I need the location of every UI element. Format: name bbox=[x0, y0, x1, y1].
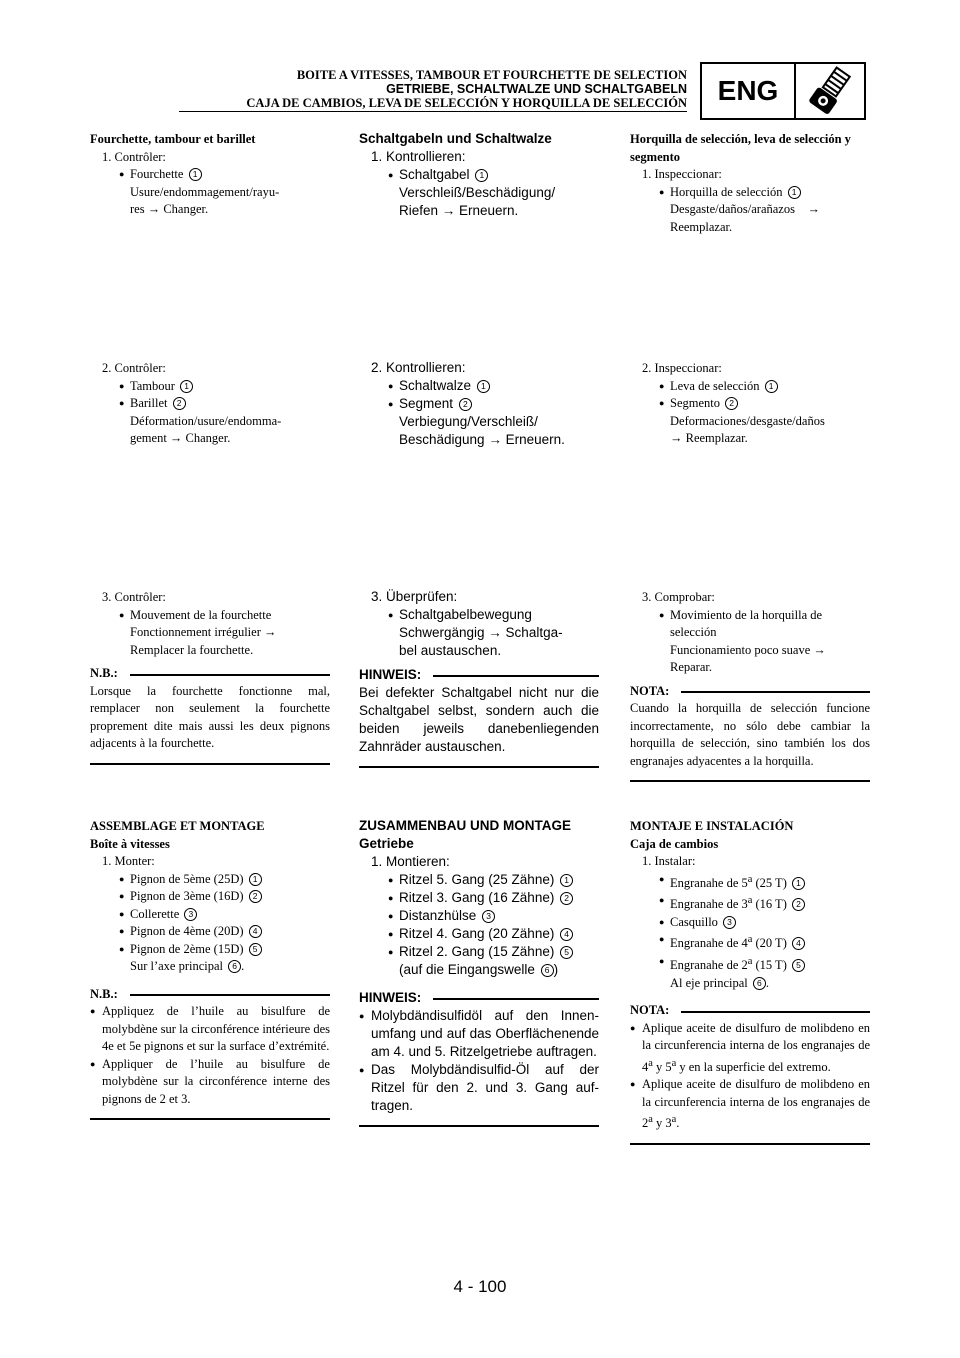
es-assembly bbox=[630, 818, 870, 1145]
list-item: ● Leva de selección 1 bbox=[630, 378, 870, 396]
fr-inspection-3 bbox=[90, 589, 330, 765]
es-step-3: 3. Comprobar: bbox=[642, 590, 715, 604]
text-line: → Reemplazar. bbox=[670, 431, 748, 445]
header-rule bbox=[179, 111, 687, 112]
fr-inspection-1 bbox=[90, 131, 330, 219]
list-item: ● Fourchette 1 bbox=[90, 166, 330, 184]
de-step-2: 2. Kontrollieren: bbox=[371, 360, 466, 375]
callout-number: 1 bbox=[788, 186, 801, 199]
note-divider bbox=[630, 780, 870, 782]
callout-number: 6 bbox=[228, 960, 241, 973]
text-line: Fonctionnement irrégulier → bbox=[130, 625, 277, 639]
es-inspection-2 bbox=[630, 360, 870, 448]
header-title-fr: BOITE A VITESSES, TAMBOUR ET FOURCHETTE DE SELECTION bbox=[296, 68, 687, 82]
es-inspection-3 bbox=[630, 589, 870, 782]
callout-number: 1 bbox=[180, 380, 193, 393]
text-line: Verbiegung/Verschleiß/ bbox=[399, 414, 538, 429]
es-assembly-subtitle: Caja de cambios bbox=[630, 836, 719, 851]
list-item: ● Engranahe de 2$^a$ (15 T) 5 bbox=[630, 953, 870, 975]
eng-badge-label: ENG bbox=[702, 64, 796, 118]
callout-number: 2 bbox=[249, 890, 262, 903]
fr-note-2-heading: N.B.: bbox=[90, 986, 330, 1004]
de-step-3: 3. Überprüfen: bbox=[371, 589, 458, 604]
fr-step-3: 3. Contrôler: bbox=[102, 590, 166, 604]
text-line: Usure/endommagement/rayu- bbox=[130, 184, 280, 199]
de-step-1: 1. Kontrollieren: bbox=[371, 149, 466, 164]
text-line: Deformaciones/desgaste/daños bbox=[670, 413, 825, 428]
es-inspection-1 bbox=[630, 131, 870, 236]
list-item: ● Horquilla de selección 1 bbox=[630, 184, 870, 202]
fr-note-1-heading: N.B.: bbox=[90, 665, 330, 683]
es-section-title: Horquilla de selección, leva de selección y segmento bbox=[630, 132, 851, 164]
fr-inspection-2 bbox=[90, 360, 330, 448]
list-item: ● Appliquer de l’huile au bisulfure de molybdène sur la circonférence interne des pignons de 2 et 3. bbox=[90, 1056, 330, 1109]
list-item: ● Pignon de 4ème (20D) 4 bbox=[90, 923, 330, 941]
es-note-1-heading: NOTA: bbox=[630, 683, 870, 701]
de-section-title: Schaltgabeln und Schaltwalze bbox=[359, 131, 552, 146]
text-line: Funcionamiento poco suave → bbox=[670, 642, 826, 657]
de-inspection-1 bbox=[359, 130, 599, 220]
fr-step-1: 1. Contrôler: bbox=[102, 149, 166, 164]
callout-number: 1 bbox=[477, 380, 490, 393]
callout-number: 2 bbox=[725, 397, 738, 410]
list-item: ● Schaltwalze 1 bbox=[359, 377, 599, 395]
list-item: ● Casquillo 3 bbox=[630, 914, 870, 932]
header-title-de: GETRIEBE, SCHALTWALZE UND SCHALTGABELN bbox=[386, 82, 687, 96]
es-note-1-text: Cuando la horquilla de selección funcione incorrectamente, no sólo debe cambiar la horquilla de selección, sino también los dos engranajes adyacentes a la horquilla. bbox=[630, 701, 870, 768]
list-item: ● Ritzel 4. Gang (20 Zähne) 4 bbox=[359, 925, 599, 943]
es-assembly-title: MONTAJE E INSTALACIÓN bbox=[630, 819, 794, 833]
list-item: ● Appliquez de l’huile au bisulfure de molybdène sur la circonférence intérieure des 4e et 5e pignons et sur la surface d’extrémité. bbox=[90, 1003, 330, 1056]
list-item: ● Ritzel 5. Gang (25 Zähne) 1 bbox=[359, 871, 599, 889]
section-header bbox=[246, 68, 687, 110]
header-title-es: CAJA DE CAMBIOS, LEVA DE SELECCIÓN Y HORQUILLA DE SELECCIÓN bbox=[246, 96, 687, 110]
callout-number: 5 bbox=[249, 943, 262, 956]
page-number: 4 - 100 bbox=[453, 1277, 507, 1296]
list-item: ● Barillet 2 bbox=[90, 395, 330, 413]
list-item: ● Engranahe de 5$^a$ (25 T) 1 bbox=[630, 871, 870, 893]
text-line: Déformation/usure/endomma- bbox=[130, 413, 282, 428]
fr-section-title: Fourchette, tambour et barillet bbox=[90, 132, 256, 146]
callout-number: 5 bbox=[792, 959, 805, 972]
fr-assembly-title: ASSEMBLAGE ET MONTAGE bbox=[90, 819, 265, 833]
note-divider bbox=[359, 766, 599, 768]
callout-number: 1 bbox=[189, 168, 202, 181]
list-item: ● Segmento 2 bbox=[630, 395, 870, 413]
text-line: Verschleiß/Beschädigung/ bbox=[399, 185, 556, 200]
list-item: ● Tambour 1 bbox=[90, 378, 330, 396]
text-line: gement → Changer. bbox=[130, 431, 231, 445]
eng-badge bbox=[700, 62, 866, 120]
fr-assembly bbox=[90, 818, 330, 1120]
de-note-2-heading: HINWEIS: bbox=[359, 989, 599, 1007]
text-line: Riefen → Erneuern. bbox=[399, 203, 519, 218]
list-item: ● Aplique aceite de disulfuro de molibdeno en la circunferencia interna de los engranajes de 2$^a$ y 3$^a$. bbox=[630, 1076, 870, 1133]
de-step-install: 1. Montieren: bbox=[371, 854, 450, 869]
list-item: ● Mouvement de la fourchette bbox=[90, 607, 330, 625]
de-assembly-title: ZUSAMMENBAU UND MONTAGE bbox=[359, 818, 571, 833]
fr-step-install: 1. Monter: bbox=[102, 854, 155, 868]
fr-step-2: 2. Contrôler: bbox=[102, 361, 166, 375]
fr-assembly-subtitle: Boîte à vitesses bbox=[90, 836, 170, 851]
fr-note-1-text: Lorsque la fourchette fonctionne mal, remplacer non seulement la fourchette proprement dite mais aussi les deux pignons adjacents à la fourchette. bbox=[90, 683, 330, 750]
callout-number: 6 bbox=[541, 964, 554, 977]
list-item: ● Movimiento de la horquilla de bbox=[630, 607, 870, 625]
de-note-1-text: Bei defekter Schaltgabel nicht nur die Schaltgabel selbst, sondern auch die beiden jeweils danebenliegenden Zahnräder austauschen. bbox=[359, 685, 599, 754]
callout-number: 4 bbox=[249, 925, 262, 938]
list-item: ● Pignon de 2ème (15D) 5 bbox=[90, 941, 330, 959]
callout-number: 2 bbox=[792, 898, 805, 911]
callout-number: 1 bbox=[475, 169, 488, 182]
list-item: ● Pignon de 3ème (16D) 2 bbox=[90, 888, 330, 906]
de-assembly-subtitle: Getriebe bbox=[359, 836, 414, 851]
es-step-install: 1. Instalar: bbox=[642, 854, 696, 868]
list-item: ● Pignon de 5ème (25D) 1 bbox=[90, 871, 330, 889]
note-divider bbox=[630, 1143, 870, 1145]
callout-number: 1 bbox=[560, 874, 573, 887]
list-item: ● Engranahe de 4$^a$ (20 T) 4 bbox=[630, 931, 870, 953]
es-note-2-heading: NOTA: bbox=[630, 1002, 870, 1020]
callout-number: 1 bbox=[765, 380, 778, 393]
de-assembly bbox=[359, 817, 599, 1127]
list-item: ● Das Molybdändisulfid-Öl auf der Ritzel für den 2. und 3. Gang auftragen. bbox=[359, 1061, 599, 1115]
list-item: ● Ritzel 2. Gang (15 Zähne) 5 bbox=[359, 943, 599, 961]
text-line: Schwergängig → Schaltga- bbox=[399, 625, 563, 640]
text-line: Desgaste/daños/arañazos → bbox=[670, 202, 820, 216]
text-line: Sur l’axe principal 6 . bbox=[130, 959, 245, 973]
text-line: bel austauschen. bbox=[399, 643, 502, 658]
text-line: selección bbox=[670, 625, 717, 639]
callout-number: 5 bbox=[560, 946, 573, 959]
list-item: ● Schaltgabelbewegung bbox=[359, 606, 599, 624]
callout-number: 3 bbox=[184, 908, 197, 921]
text-line: Reemplazar. bbox=[670, 219, 733, 234]
list-item: ● Engranahe de 3$^a$ (16 T) 2 bbox=[630, 892, 870, 914]
list-item: ● Aplique aceite de disulfuro de molibdeno en la circunferencia interna de los engranajes de 4$^a$ y 5$^a$ y en la superficie del extremo. bbox=[630, 1020, 870, 1077]
callout-number: 3 bbox=[723, 916, 736, 929]
text-line: (auf die Eingangswelle 6 ) bbox=[399, 962, 559, 977]
list-item: ● Segment 2 bbox=[359, 395, 599, 413]
text-line: Al eje principal 6 . bbox=[670, 975, 769, 990]
text-line: Remplacer la fourchette. bbox=[130, 642, 254, 657]
callout-number: 1 bbox=[792, 877, 805, 890]
list-item: ● Collerette 3 bbox=[90, 906, 330, 924]
de-note-1-heading: HINWEIS: bbox=[359, 666, 599, 684]
note-divider bbox=[90, 1118, 330, 1120]
callout-number: 4 bbox=[560, 928, 573, 941]
callout-number: 2 bbox=[459, 398, 472, 411]
list-item: ● Schaltgabel 1 bbox=[359, 166, 599, 184]
de-inspection-3 bbox=[359, 588, 599, 768]
text-line: Beschädigung → Erneuern. bbox=[399, 432, 565, 447]
es-step-2: 2. Inspeccionar: bbox=[642, 361, 722, 375]
de-inspection-2 bbox=[359, 359, 599, 449]
list-item: ● Distanzhülse 3 bbox=[359, 907, 599, 925]
es-step-1: 1. Inspeccionar: bbox=[642, 167, 722, 181]
callout-number: 1 bbox=[249, 873, 262, 886]
text-line: Reparar. bbox=[670, 660, 712, 674]
callout-number: 4 bbox=[792, 937, 805, 950]
note-divider bbox=[90, 763, 330, 765]
engine-icon bbox=[796, 64, 864, 118]
callout-number: 3 bbox=[482, 910, 495, 923]
callout-number: 6 bbox=[753, 977, 766, 990]
callout-number: 2 bbox=[173, 397, 186, 410]
callout-number: 2 bbox=[560, 892, 573, 905]
list-item: ● Ritzel 3. Gang (16 Zähne) 2 bbox=[359, 889, 599, 907]
list-item: ● Molybdändisulfidöl auf den Innenumfang und auf das Oberflächenende am 4. und 5. Ritzelgetriebe auftragen. bbox=[359, 1007, 599, 1061]
text-line: res → Changer. bbox=[130, 202, 209, 216]
note-divider bbox=[359, 1125, 599, 1127]
